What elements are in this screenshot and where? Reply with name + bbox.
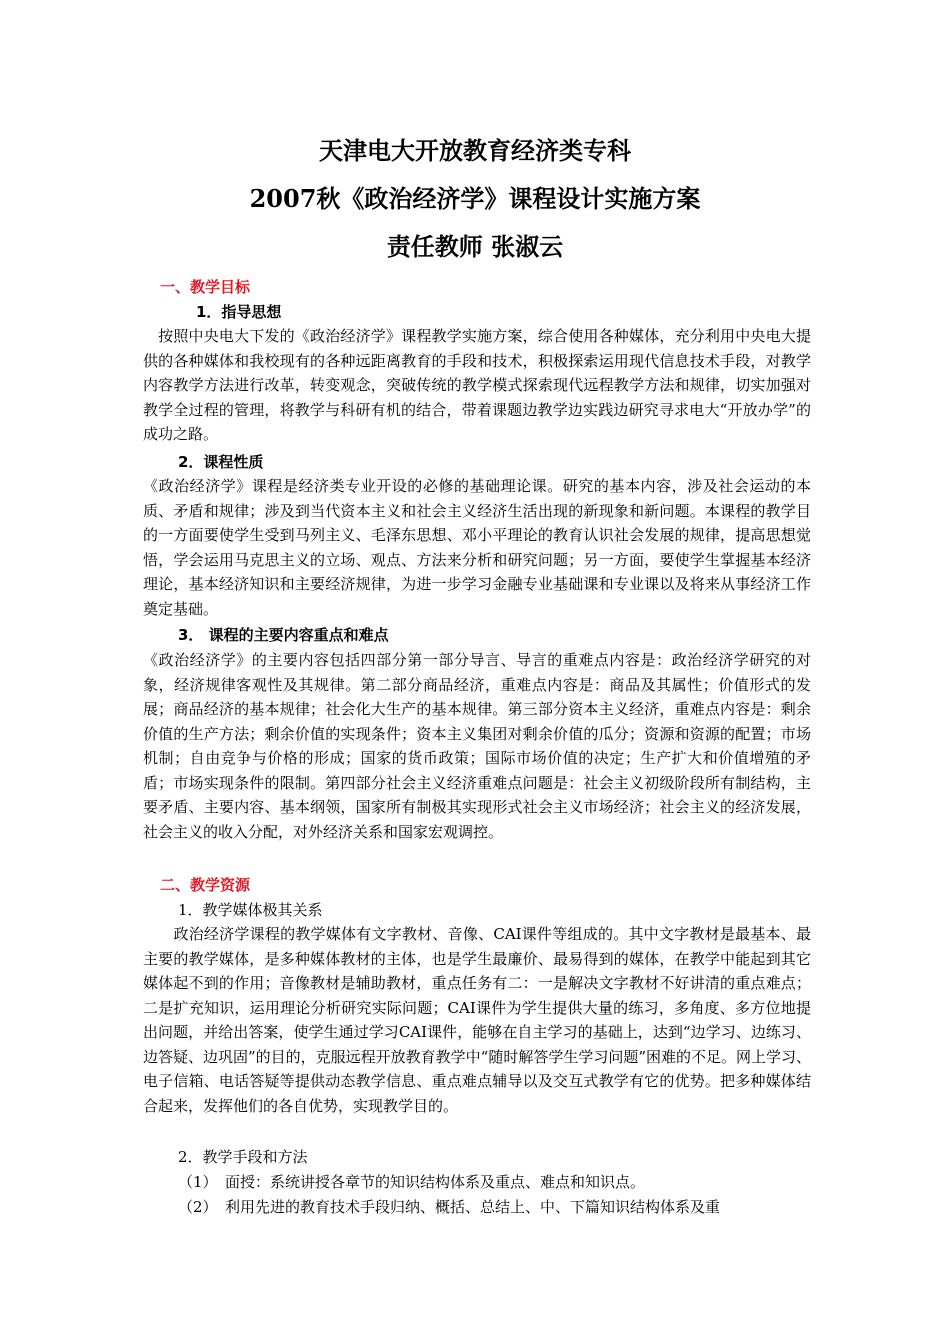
section2-heading: 二、教学资源	[160, 876, 251, 894]
section1-sub3-heading: 3． 课程的主要内容重点和难点	[178, 626, 389, 644]
section2-list-item-2: （2） 利用先进的教育技术手段归纳、概括、总结上、中、下篇知识结构体系及重	[178, 1198, 721, 1216]
section1-sub3-paragraph: 《政治经济学》的主要内容包括四部分第一部分导言、导言的重难点内容是：政治经济学研究的对象，经济规律客观性及其规律。第二部分商品经济，重难点内容是：商品及其属性；价值形式的发展；商品经济的基本规律；社会化大生产的基本规律。第三部分资本主义经济，重难点内容是：剩余价值的生产方法；剩余价值的实现条件；资本主义集团对剩余价值的瓜分；资源和资源的配置；市场机制；自由竞争与价格的形成；国家的货币政策；国际市场价值的决定；生产扩大和价值增殖的矛盾；市场实现条件的限制。第四部分社会主义经济重难点问题是：社会主义初级阶段所有制结构，主要矛盾、主要内容、基本纲领，国家所有制极其实现形式社会主义市场经济；社会主义的经济发展，社会主义的收入分配，对外经济关系和国家宏观调控。	[143, 651, 811, 841]
section1-sub2-paragraph: 《政治经济学》课程是经济类专业开设的必修的基础理论课。研究的基本内容，涉及社会运动的本质、矛盾和规律；涉及到当代资本主义和社会主义经济生活出现的新现象和新问题。本课程的教学目的一方面要使学生受到马列主义、毛泽东思想、邓小平理论的教育认识社会发展的规律，提高思想觉悟，学会运用马克思主义的立场、观点、方法来分析和研究问题；另一方面，要使学生掌握基本经济理论，基本经济知识和主要经济规律，为进一步学习金融专业基础课和专业课以及将来从事经济工作奠定基础。	[143, 477, 811, 618]
section1-sub1-paragraph: 按照中央电大下发的《政治经济学》课程教学实施方案，综合使用各种媒体，充分利用中央电大提供的各种媒体和我校现有的各种远距离教育的手段和技术，积极探索运用现代信息技术手段，对教学内容教学方法进行改革，转变观念，突破传统的教学模式探索现代远程教学方法和规律，切实加强对教学全过程的管理，将教学与科研有机的结合，带着课题边教学边实践边研究寻求电大“开放办学”的成功之路。	[143, 327, 811, 443]
section2-sub1-heading: 1．教学媒体极其关系	[178, 901, 323, 919]
section1-heading: 一、教学目标	[160, 278, 251, 296]
section1-sub1-heading: 1．指导思想	[196, 303, 282, 321]
section2-sub1-paragraph: 政治经济学课程的教学媒体有文字教材、音像、CAI课件等组成的。其中文字教材是最基本、最主要的教学媒体，是多种媒体教材的主体，也是学生最廉价、最易得到的媒体，在教学中能起到其它媒体起不到的作用；音像教材是辅助教材，重点任务有二：一是解决文字教材不好讲清的重点难点；二是扩充知识，运用理论分析研究实际问题；CAI课件为学生提供大量的练习，多角度、多方位地提出问题，并给出答案，使学生通过学习CAI课件，能够在自主学习的基础上，达到“边学习、边练习、边答疑、边巩固”的目的，克服远程开放教育教学中“随时解答学生学习问题”困难的不足。网上学习、电子信箱、电话答疑等提供动态教学信息、重点难点辅导以及交互式教学有它的优势。把多种媒体结合起来，发挥他们的各自优势，实现教学目的。	[143, 925, 812, 1115]
section2-sub2-heading: 2．教学手段和方法	[178, 1148, 308, 1166]
document-title-line1: 天津电大开放教育经济类专科	[319, 137, 631, 165]
document-title-line2: 2007秋《政治经济学》课程设计实施方案	[249, 184, 701, 213]
document-title-line3: 责任教师 张淑云	[386, 233, 564, 261]
section2-list-item-1: （1） 面授：系统讲授各章节的知识结构体系及重点、难点和知识点。	[178, 1173, 646, 1191]
section1-sub2-heading: 2．课程性质	[178, 453, 264, 471]
